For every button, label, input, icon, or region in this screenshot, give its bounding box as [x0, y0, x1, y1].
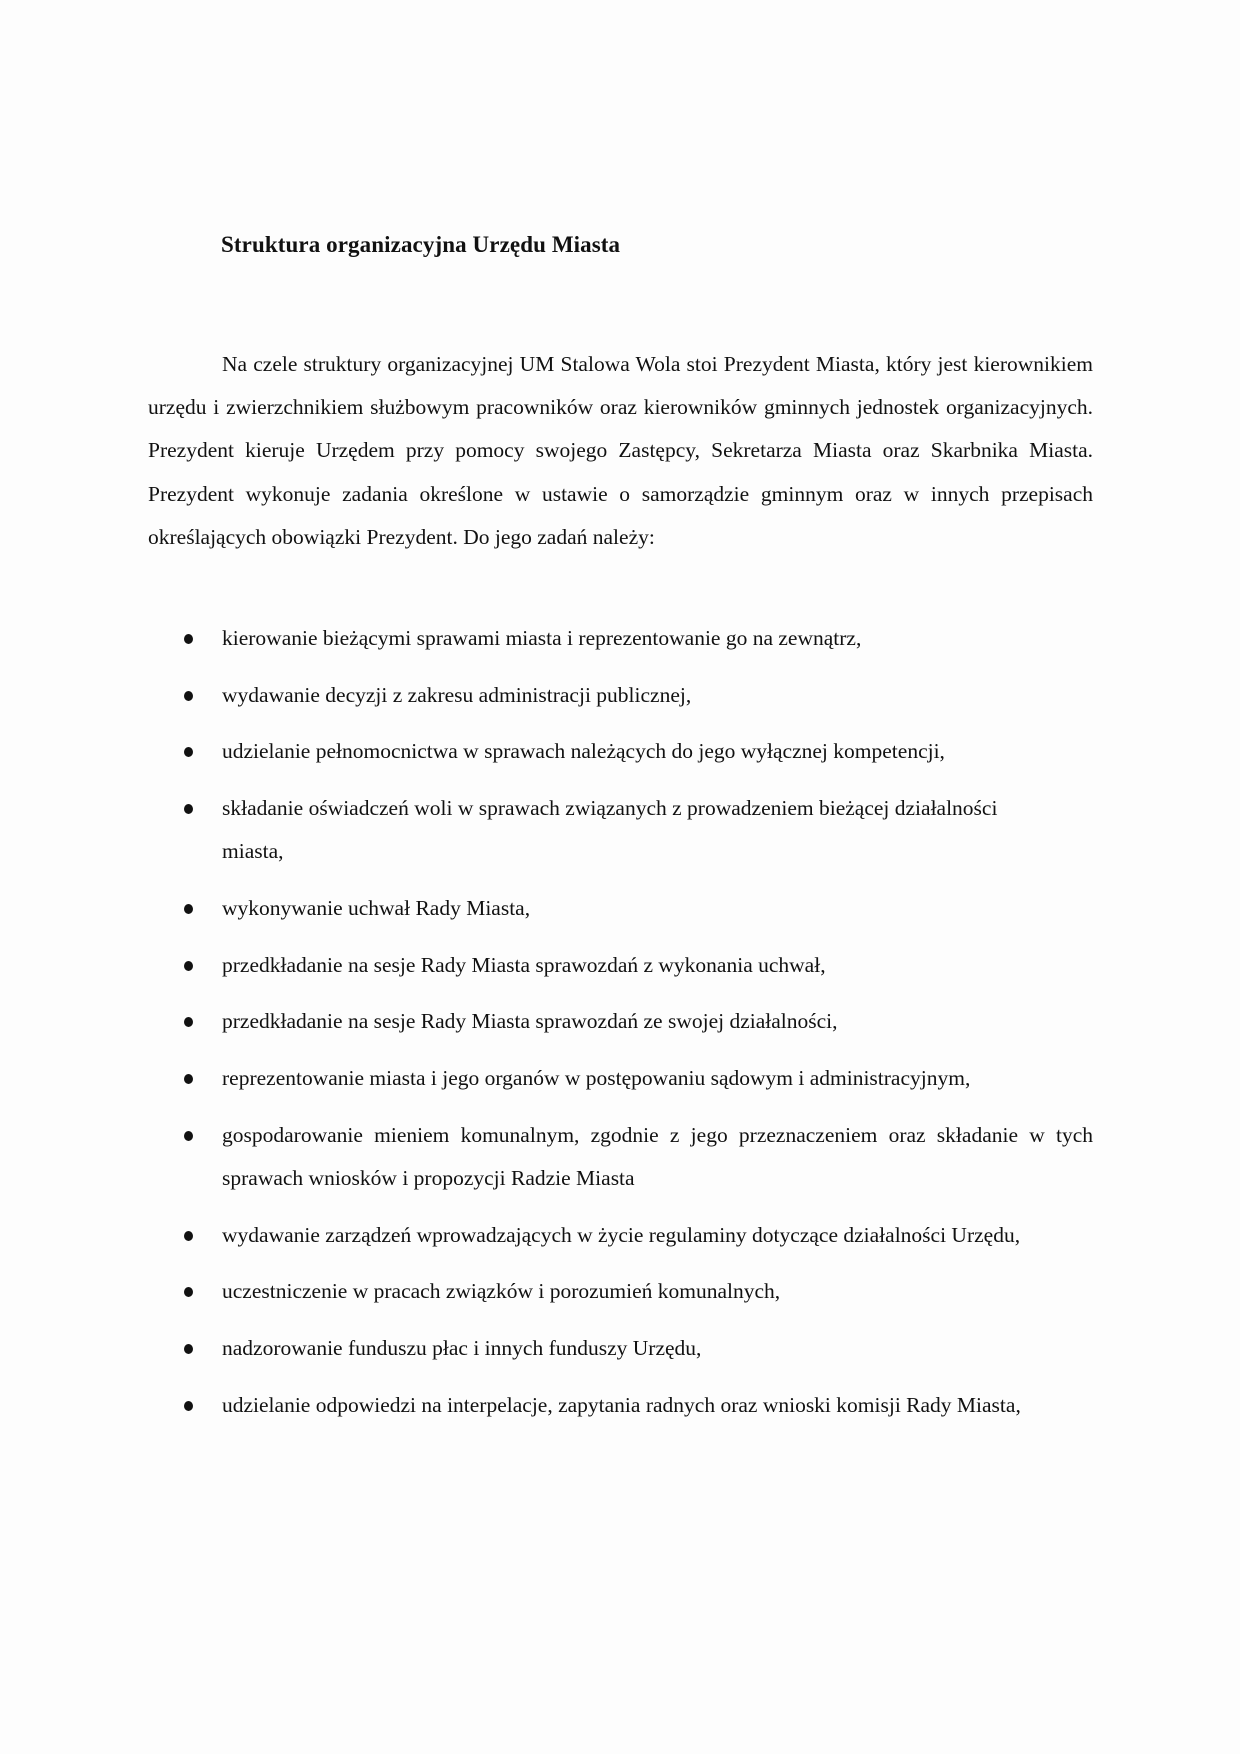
task-list [0, 617, 1240, 1441]
bullet-icon [184, 1287, 193, 1297]
list-item [0, 1214, 1093, 1257]
list-item-text: wykonywanie uchwał Rady Miasta, [222, 896, 531, 921]
intro-paragraph: Na czele struktury organizacyjnej UM Stalowa Wola stoi Prezydent Miasta, który jest kierownikiem urzędu i zwierzchnikiem służbowym pracowników oraz kierowników gminnych jednostek organizacyjnych. Prezydent kieruje Urzędem przy pomocy swojego Zastępcy, Sekretarza Miasta oraz Skarbnika Miasta. Prezydent wykonuje zadania określone w ustawie o samorządzie gminnym oraz w innych przepisach określających obowiązki Prezydent. Do jego zadań należy: [148, 352, 1093, 549]
bullet-icon [184, 961, 193, 971]
bullet-icon [184, 691, 193, 701]
list-item-text: przedkładanie na sesje Rady Miasta sprawozdań ze swojej działalności, [222, 1009, 838, 1034]
list-item [0, 730, 1093, 773]
bullet-icon [184, 1017, 193, 1027]
list-item [0, 787, 1002, 873]
list-item-text: składanie oświadczeń woli w sprawach związanych z prowadzeniem bieżącej działalności miasta, [222, 796, 998, 864]
bullet-icon [184, 1231, 193, 1241]
page-title: Struktura organizacyjna Urzędu Miasta [221, 232, 621, 257]
bullet-icon [184, 1074, 193, 1084]
list-item-text: nadzorowanie funduszu płac i innych funduszy Urzędu, [222, 1336, 702, 1361]
list-item-text: udzielanie odpowiedzi na interpelacje, zapytania radnych oraz wnioski komisji Rady Miasta, [222, 1392, 1021, 1417]
list-item-text: kierowanie bieżącymi sprawami miasta i reprezentowanie go na zewnątrz, [222, 626, 862, 650]
list-item-text: przedkładanie na sesje Rady Miasta sprawozdań z wykonania uchwał, [222, 952, 826, 977]
list-item [0, 1000, 1093, 1043]
list-item [0, 1327, 1093, 1370]
bullet-icon [184, 904, 193, 914]
list-item-text: wydawanie zarządzeń wprowadzających w życie regulaminy dotyczące działalności Urzędu, [222, 1222, 1021, 1247]
list-item [0, 674, 1093, 717]
list-item [0, 617, 1093, 660]
list-item [0, 1057, 1093, 1100]
list-item-text: udzielanie pełnomocnictwa w sprawach należących do jego wyłącznej kompetencji, [222, 739, 945, 764]
list-item-text: gospodarowanie mieniem komunalnym, zgodnie z jego przeznaczeniem oraz składanie w tych sprawach wniosków i propozycji Radzie Miasta [222, 1122, 1093, 1191]
list-item [0, 1384, 1093, 1427]
bullet-icon [184, 1131, 193, 1141]
bullet-icon [184, 747, 193, 757]
bullet-icon [184, 1344, 193, 1354]
list-item-text: uczestniczenie w pracach związków i porozumień komunalnych, [222, 1279, 781, 1304]
bullet-icon [184, 634, 193, 644]
bullet-icon [184, 1401, 193, 1411]
list-item [0, 1114, 1093, 1200]
list-item-text: wydawanie decyzji z zakresu administracji publicznej, [222, 682, 692, 707]
list-item [0, 944, 1093, 987]
list-item-text: reprezentowanie miasta i jego organów w postępowaniu sądowym i administracyjnym, [222, 1066, 971, 1091]
list-item [0, 1270, 1093, 1313]
list-item [0, 887, 1093, 930]
bullet-icon [184, 804, 193, 814]
